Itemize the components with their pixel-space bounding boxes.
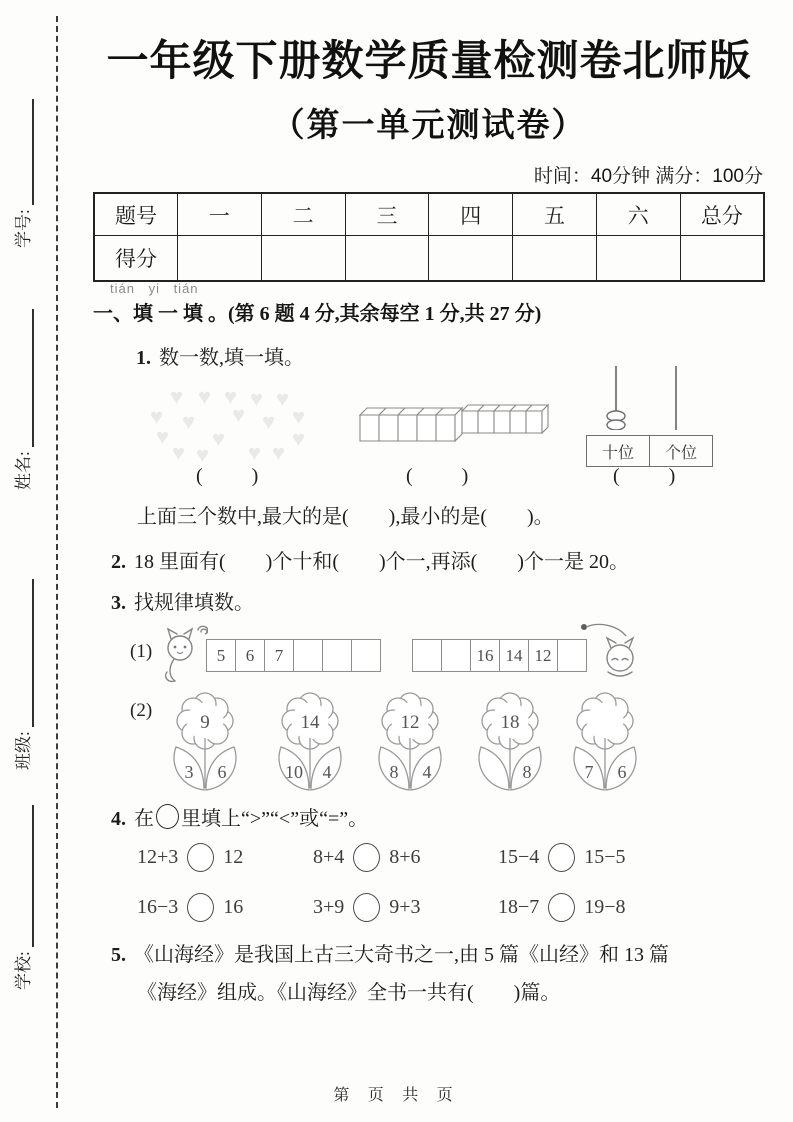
comparison-circle[interactable]	[187, 893, 214, 922]
heart-icon: ♥	[232, 402, 246, 427]
flower-figure	[464, 692, 556, 794]
student-name-write-line[interactable]	[32, 309, 34, 447]
sequence-cell: 14	[499, 639, 529, 672]
sequence-cell-empty[interactable]	[293, 639, 323, 672]
heart-icon: ♥	[182, 409, 196, 434]
flower-right-leaf-number: 4	[422, 762, 432, 782]
score-table-header-cell: 总分	[680, 193, 764, 236]
score-cell[interactable]	[513, 236, 597, 282]
flower-right-leaf-number: 6	[217, 762, 227, 782]
heart-icon: ♥	[250, 386, 264, 411]
flower-left-leaf-number: 8	[389, 762, 399, 782]
score-table-header-cell: 二	[261, 193, 345, 236]
score-cell[interactable]	[429, 236, 513, 282]
heart-icon: ♥	[292, 404, 306, 429]
score-table-header-cell: 五	[513, 193, 597, 236]
flower-top-number: 14	[300, 712, 320, 733]
heart-icon: ♥	[198, 384, 212, 409]
score-table-header-cell: 六	[596, 193, 680, 236]
comparison-item	[137, 893, 243, 922]
page-subtitle: （第一单元测试卷）	[271, 106, 587, 143]
question4-text	[111, 802, 368, 831]
cube-face	[526, 411, 542, 433]
right-expression: 16	[223, 896, 244, 918]
sequence-cell: 16	[470, 639, 500, 672]
heart-icon: ♥	[224, 384, 238, 409]
school-label: 学校:	[14, 951, 33, 990]
heart-icon: ♥	[262, 409, 276, 434]
flower-left-leaf-number: 7	[584, 762, 594, 782]
abacus-figure	[583, 364, 713, 464]
right-expression: 12	[223, 846, 244, 868]
cube-face	[379, 415, 398, 441]
heart-icon: ♥	[150, 404, 164, 429]
score-cell[interactable]	[261, 236, 345, 282]
comparison-item	[313, 843, 421, 872]
student-name-field[interactable]	[8, 309, 34, 490]
question3-label: 找规律填数。	[134, 592, 254, 614]
right-expression: 19−8	[584, 896, 626, 918]
question5-line1	[111, 938, 669, 967]
student-id-write-line[interactable]	[32, 99, 34, 205]
flower-top-number: 18	[500, 712, 520, 733]
heart-icon: ♥	[156, 424, 170, 449]
flower-icon	[464, 692, 556, 794]
left-expression: 15−4	[498, 846, 540, 868]
flower-figure	[264, 692, 356, 794]
sequence-cell-empty[interactable]	[441, 639, 471, 672]
score-cell[interactable]	[680, 236, 764, 282]
comparison-circle[interactable]	[187, 843, 214, 872]
class-write-line[interactable]	[32, 579, 34, 727]
question1-label: 数一数,填一填。	[159, 347, 304, 369]
class-field[interactable]	[8, 579, 34, 770]
question1-text	[136, 341, 304, 370]
flower-icon	[559, 692, 651, 794]
hearts-figure	[138, 382, 328, 467]
sequence-strip-left	[207, 639, 381, 672]
tens-place-label: 十位	[587, 436, 650, 467]
right-expression: 9+3	[389, 896, 421, 918]
question4-label-post: 里填上“>”“<”或“=”。	[181, 808, 369, 830]
cube-face	[478, 411, 494, 433]
score-row-label: 得分	[94, 236, 178, 282]
score-cell[interactable]	[596, 236, 680, 282]
flower-top-number: 9	[200, 712, 210, 733]
cube-face	[360, 415, 379, 441]
yarn-swirl-icon	[198, 626, 208, 634]
student-name-label: 姓名:	[14, 451, 33, 490]
comparison-item	[498, 893, 626, 922]
pinyin-annotation: tián yi tián	[110, 281, 199, 296]
cube-face	[462, 411, 478, 433]
score-table-header-cell: 四	[429, 193, 513, 236]
flower-figure	[559, 692, 651, 794]
left-expression: 18−7	[498, 896, 540, 918]
page-title: 一年级下册数学质量检测卷北师版	[106, 37, 752, 84]
comparison-item	[313, 893, 421, 922]
right-expression: 8+6	[389, 846, 421, 868]
heart-icon: ♥	[276, 386, 290, 411]
comparison-item	[498, 843, 626, 872]
comparison-circle[interactable]	[548, 843, 575, 872]
score-table-header-cell: 一	[178, 193, 262, 236]
class-label: 班级:	[14, 731, 33, 770]
part2-label: (2)	[130, 700, 153, 721]
heart-icon: ♥	[272, 440, 286, 465]
question5-line2[interactable]: 《海经》组成。《山海经》全书一共有( )篇。	[137, 982, 561, 1004]
sequence-cell: 12	[528, 639, 558, 672]
cube-face	[436, 415, 455, 441]
sequence-cell-empty[interactable]	[322, 639, 352, 672]
heart-icon: ♥	[196, 442, 210, 467]
flower-left-leaf-number: 10	[285, 762, 303, 782]
school-write-line[interactable]	[32, 805, 34, 947]
sequence-cell-empty[interactable]	[412, 639, 442, 672]
cat-left-icon	[160, 624, 208, 684]
cat-right-icon	[578, 620, 644, 682]
question2-text[interactable]	[111, 545, 629, 574]
flower-icon	[264, 692, 356, 794]
sequence-strip-right	[413, 639, 587, 672]
sequence-cell-empty[interactable]	[351, 639, 381, 672]
flower-figure	[364, 692, 456, 794]
abacus-answer-blank[interactable]: ( )	[613, 465, 679, 487]
question4-label-pre: 在	[134, 808, 154, 830]
question5-text1: 《山海经》是我国上古三大奇书之一,由 5 篇《山经》和 13 篇	[134, 944, 669, 966]
part1-label: (1)	[130, 641, 153, 662]
flower-right-leaf-number: 8	[522, 762, 532, 782]
cube-face	[417, 415, 436, 441]
sequence-cell: 7	[264, 639, 294, 672]
question2-label: 18 里面有( )个十和( )个一,再添( )个一是 20。	[134, 551, 629, 573]
sequence-cell: 6	[235, 639, 265, 672]
example-circle-icon	[156, 804, 179, 829]
cubes-answer-blank[interactable]: ( )	[406, 465, 472, 487]
ones-place-label: 个位	[650, 436, 713, 467]
score-cell[interactable]	[178, 236, 262, 282]
section1-heading: 一、填 一 填 。(第 6 题 4 分,其余每空 1 分,共 27 分)	[93, 303, 542, 325]
cube-face	[494, 411, 510, 433]
question1-number: 1.	[136, 347, 151, 369]
heart-icon: ♥	[292, 426, 306, 451]
cube-face	[398, 415, 417, 441]
comparison-circle[interactable]	[353, 893, 380, 922]
student-id-label: 学号:	[14, 209, 33, 248]
flower-figure	[159, 692, 251, 794]
tens-bead	[607, 420, 625, 430]
heart-icon: ♥	[212, 426, 226, 451]
left-expression: 12+3	[137, 846, 179, 868]
score-table-header-row	[94, 193, 764, 236]
question3-number: 3.	[111, 592, 126, 614]
flower-right-leaf-number: 6	[617, 762, 627, 782]
comparison-circle[interactable]	[353, 843, 380, 872]
flower-icon	[159, 692, 251, 794]
question1-followup[interactable]: 上面三个数中,最大的是( ),最小的是( )。	[137, 506, 554, 528]
heart-icon: ♥	[170, 384, 184, 409]
heart-icon: ♥	[172, 440, 186, 465]
flower-left-leaf-number: 3	[184, 762, 194, 782]
page-footer: 第 页 共 页	[333, 1087, 460, 1104]
question3-text	[111, 586, 254, 615]
right-expression: 15−5	[584, 846, 626, 868]
question2-number: 2.	[111, 551, 126, 573]
time-score-info: 时间：40分钟 满分：100分	[533, 166, 763, 187]
left-expression: 8+4	[313, 846, 345, 868]
cube-face	[510, 411, 526, 433]
heart-icon: ♥	[248, 440, 262, 465]
score-table-corner-label: 题号	[94, 193, 178, 236]
student-id-field[interactable]	[8, 99, 34, 248]
abacus-rods	[583, 364, 713, 430]
left-expression: 3+9	[313, 896, 345, 918]
score-cell[interactable]	[345, 236, 429, 282]
comparison-item	[137, 843, 243, 872]
flower-top-number: 12	[400, 712, 420, 733]
left-expression: 16−3	[137, 896, 179, 918]
cut-dashed-line	[56, 16, 58, 1108]
sequence-cell: 5	[206, 639, 236, 672]
school-field[interactable]	[8, 805, 34, 990]
score-table-header-cell: 三	[345, 193, 429, 236]
question4-number: 4.	[111, 808, 126, 830]
flower-right-leaf-number: 4	[322, 762, 332, 782]
hearts-answer-blank[interactable]: ( )	[196, 465, 262, 487]
score-table-score-row	[94, 236, 764, 282]
question5-number: 5.	[111, 944, 126, 966]
flower-icon	[364, 692, 456, 794]
cubes-figure	[358, 398, 554, 454]
score-table	[93, 192, 765, 282]
comparison-circle[interactable]	[548, 893, 575, 922]
